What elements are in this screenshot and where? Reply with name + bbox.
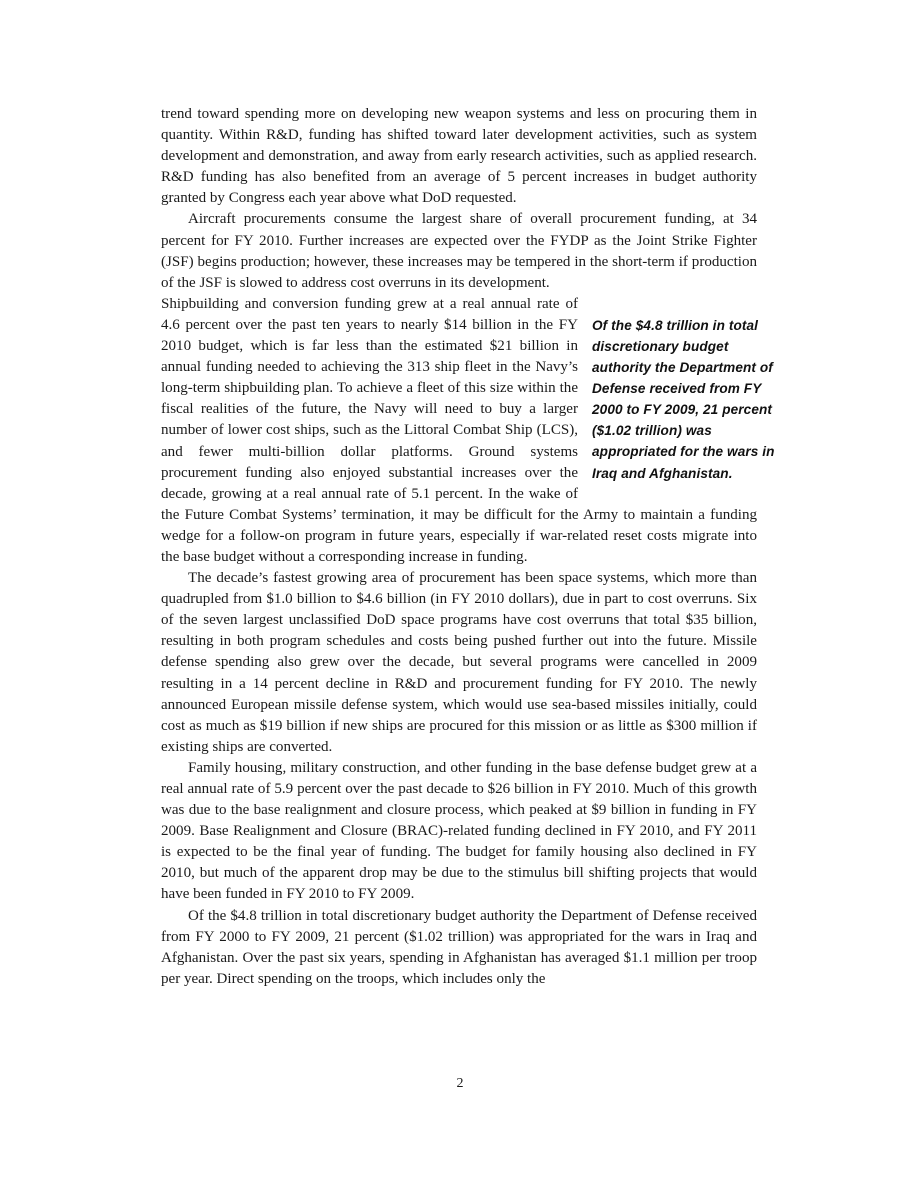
paragraph-space-systems: The decade’s fastest growing area of procurement has been space systems, which more than quadrupled from $1.0 billion to $4.6 billion (in FY 2010 dollars), due in part to cost overruns. Six of the seven largest unclassified DoD space programs have cost overruns that total $35 billion, resulting in both program schedules and costs being pushed further out into the future. Missile defense spending also grew over the decade, but several programs were cancelled in 2009 resulting in a 14 percent decline in R&D and procurement funding for FY 2010. The newly announced European missile defense system, which would use sea-based missiles initially, could cost as much as $19 billion if new ships are procured for this mission or as little as $300 million if existing ships are converted.	[161, 570, 757, 755]
pull-quote: Of the $4.8 trillion in total discretionary budget authority the Department of Defense received from FY 2000 to FY 2009, 21 percent ($1.02 trillion) was appropriated for the wars in Iraq and Afghanistan.	[592, 317, 775, 481]
page-body	[161, 104, 775, 990]
paragraph-rd-trend: trend toward spending more on developing new weapon systems and less on procuring them in quantity. Within R&D, funding has shifted toward later development activities, such as system development and demonstration, and away from early research activities, such as applied research. R&D funding has also benefited from an average of 5 percent increases in budget authority granted by Congress each year above what DoD requested.	[161, 106, 757, 207]
paragraph-family-housing: Family housing, military construction, and other funding in the base defense budget grew at a real annual rate of 5.9 percent over the past decade to $26 billion in FY 2010. Much of this growth was due to the base realignment and closure process, which peaked at $9 billion in funding in FY 2009. Base Realignment and Closure (BRAC)-related funding declined in FY 2010, and FY 2011 is expected to be the final year of funding. The budget for family housing also declined in FY 2010, but much of the apparent drop may be due to the stimulus bill shifting projects that would have been funded in FY 2010 to FY 2009.	[161, 759, 757, 903]
page-number: 2	[456, 1076, 464, 1091]
paragraph-shipbuilding: Shipbuilding and conversion funding grew at a real annual rate of 4.6 percent over the past ten years to nearly $14 billion in the FY 2010 budget, which is far less than the estimated $21 billion in annual funding needed to achieving the 313 ship fleet in the Navy’s long-term shipbuilding plan. To achieve a fleet of this size within the fiscal realities of the future, the Navy will need to buy a larger number of lower cost ships, such as the Littoral Combat Ship (LCS), and fewer multi-billion dollar platforms. Ground systems procurement funding also enjoyed substantial increases over the decade, growing at a real annual rate of 5.1 percent. In the wake of the Future Combat Systems’ termination, it may be difficult for the Army to maintain a funding wedge for a follow-on program in future years, especially if war-related reset costs migrate into the base budget without a corresponding increase in funding.	[161, 295, 757, 565]
paragraph-aircraft-procurement: Aircraft procurements consume the largest share of overall procurement funding, at 34 percent for FY 2010. Further increases are expected over the FYDP as the Joint Strike Fighter (JSF) begins production; however, these increases may be tempered in the short-term if production of the JSF is slowed to address cost overruns in its development.	[161, 211, 757, 291]
paragraph-war-funding: Of the $4.8 trillion in total discretionary budget authority the Department of Defense received from FY 2000 to FY 2009, 21 percent ($1.02 trillion) was appropriated for the wars in Iraq and Afghanistan. Over the past six years, spending in Afghanistan has averaged $1.1 million per troop per year. Direct spending on the troops, which includes only the	[161, 907, 757, 987]
